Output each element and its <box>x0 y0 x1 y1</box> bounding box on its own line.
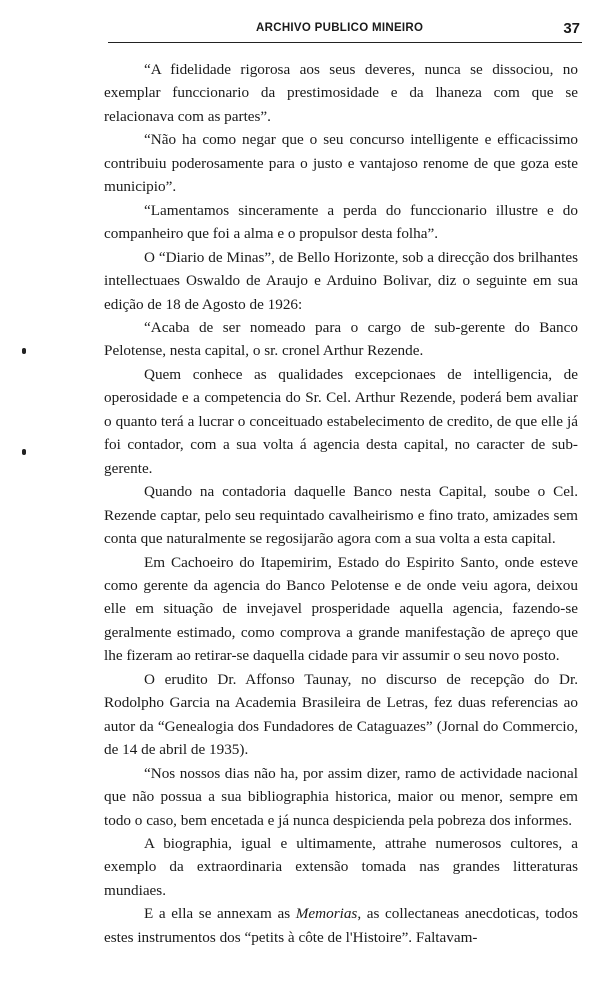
paragraph: Em Cachoeiro do Itapemirim, Estado do Espirito Santo, onde esteve como gerente da agencia do Banco Pelotense e de onde veiu agora, deixou elle em situação de invejavel prosperidade aquella agencia, fazendo-se geralmente estimado, como comprova a grande manifestação de apreço que lhe fizeram ao retirar-se daquella cidade para vir assumir o seu novo posto. <box>104 553 578 665</box>
paragraph: “Nos nossos dias não ha, por assim dizer, ramo de actividade nacional que não possua a sua bibliographia historica, maior ou menor, sempre em todo o caso, bem encetada e já nunca despicienda pela pobreza dos informes. <box>104 764 578 829</box>
paragraph: O “Diario de Minas”, de Bello Horizonte, sob a direcção dos brilhantes intellectuaes Oswaldo de Araujo e Arduino Bolivar, diz o seguinte em sua edição de 18 de Agosto de 1926: <box>104 248 578 313</box>
margin-mark <box>22 449 26 455</box>
paragraph-text: E a ella se annexam as <box>144 905 296 923</box>
running-header <box>96 20 586 46</box>
paragraph-text: , as collectaneas anecdoticas, todos estes instrumentos dos “petits à côte de l'Histoire”. Faltavam- <box>104 905 578 946</box>
running-title: ARCHIVO PUBLICO MINEIRO <box>256 22 424 34</box>
paragraph <box>104 902 578 949</box>
page-number: 37 <box>563 20 580 37</box>
header-rule <box>108 42 582 43</box>
emphasized-title: Memorias <box>295 905 358 923</box>
paragraph: “Acaba de ser nomeado para o cargo de sub-gerente do Banco Pelotense, nesta capital, o sr. cronel Arthur Rezende. <box>104 318 578 360</box>
paragraph: “Não ha como negar que o seu concurso intelligente e efficacissimo contribuiu poderosamente para o justo e vantajoso renome de que goza este municipio”. <box>104 131 578 196</box>
paragraph: O erudito Dr. Affonso Taunay, no discurso de recepção do Dr. Rodolpho Garcia na Academia Brasileira de Letras, fez duas referencias ao autor da “Genealogia dos Fundadores de Cataguazes” (Jornal do Commercio, de 14 de abril de 1935). <box>104 670 578 759</box>
paragraph: A biographia, igual e ultimamente, attrahe numerosos cultores, a exemplo da extraordinaria extensão tomada nas grandes litteraturas mundiaes. <box>104 834 578 899</box>
paragraph: “Lamentamos sinceramente a perda do funccionario illustre e do companheiro que foi a alma e o propulsor desta folha”. <box>104 201 578 243</box>
paragraph: “A fidelidade rigorosa aos seus deveres, nunca se dissociou, no exemplar funccionario da prestimosidade e da lhaneza com que se relacionava com as partes”. <box>104 61 578 125</box>
paragraph: Quando na contadoria daquelle Banco nesta Capital, soube o Cel. Rezende captar, pelo seu requintado cavalheirismo e fino trato, amizades sem conta que naturalmente se regosijarão agora com a sua volta a esta capital. <box>104 483 578 548</box>
margin-mark <box>22 348 26 354</box>
paragraph: Quem conhece as qualidades excepcionaes de intelligencia, de operosidade e a competencia do Sr. Cel. Arthur Rezende, poderá bem avaliar o quanto terá a lucrar o conceituado estabelecimento de credito, de que elle já foi contador, com a sua volta á agencia desta capital, no caracter de sub-gerente. <box>104 365 578 477</box>
body-text <box>104 58 578 949</box>
